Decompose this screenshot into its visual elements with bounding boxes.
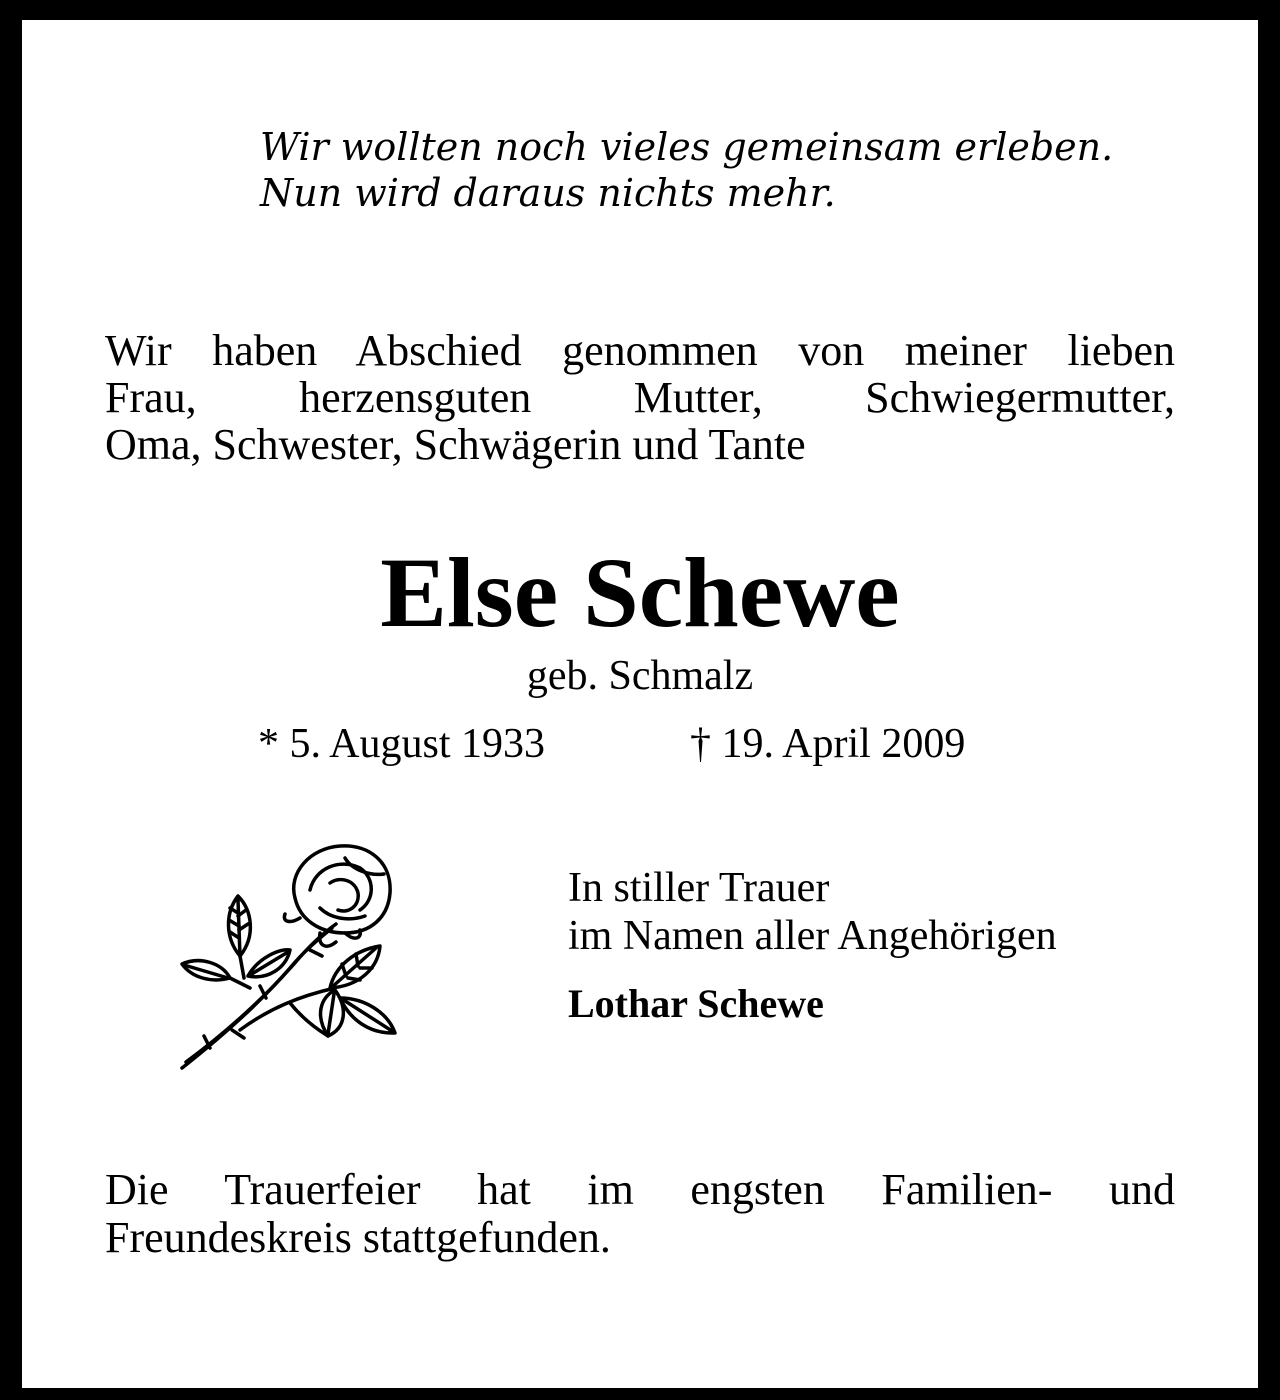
signer-name: Lothar Schewe (568, 981, 824, 1026)
mourning-line-1: In stiller Trauer (568, 865, 830, 911)
motto (260, 124, 1190, 216)
intro-line-3: Oma, Schwester, Schwägerin und Tante (105, 420, 806, 469)
mourning-text (568, 864, 1188, 960)
death-date: † 19. April 2009 (690, 721, 966, 767)
mourning-line-2: im Namen aller Angehörigen (568, 913, 1057, 959)
funeral-notice (105, 1166, 1175, 1262)
life-dates (258, 718, 1058, 770)
maiden-name: geb. Schmalz (526, 653, 754, 699)
deceased-name: Else Schewe (380, 537, 900, 648)
birth-date: * 5. August 1933 (258, 721, 546, 767)
rose-icon (170, 838, 410, 1078)
funeral-line-2: Freundeskreis stattgefunden. (105, 1213, 611, 1262)
motto-line-1: Wir wollten noch vieles gemeinsam erleben. (260, 125, 1114, 169)
intro-line-2: Frau, herzensguten Mutter, Schwiegermutter, (105, 373, 1175, 422)
motto-line-2: Nun wird daraus nichts mehr. (260, 171, 836, 215)
intro-line-1: Wir haben Abschied genommen von meiner lieben (105, 326, 1175, 375)
intro-text (105, 327, 1175, 468)
funeral-line-1: Die Trauerfeier hat im engsten Familien- und (105, 1165, 1175, 1214)
